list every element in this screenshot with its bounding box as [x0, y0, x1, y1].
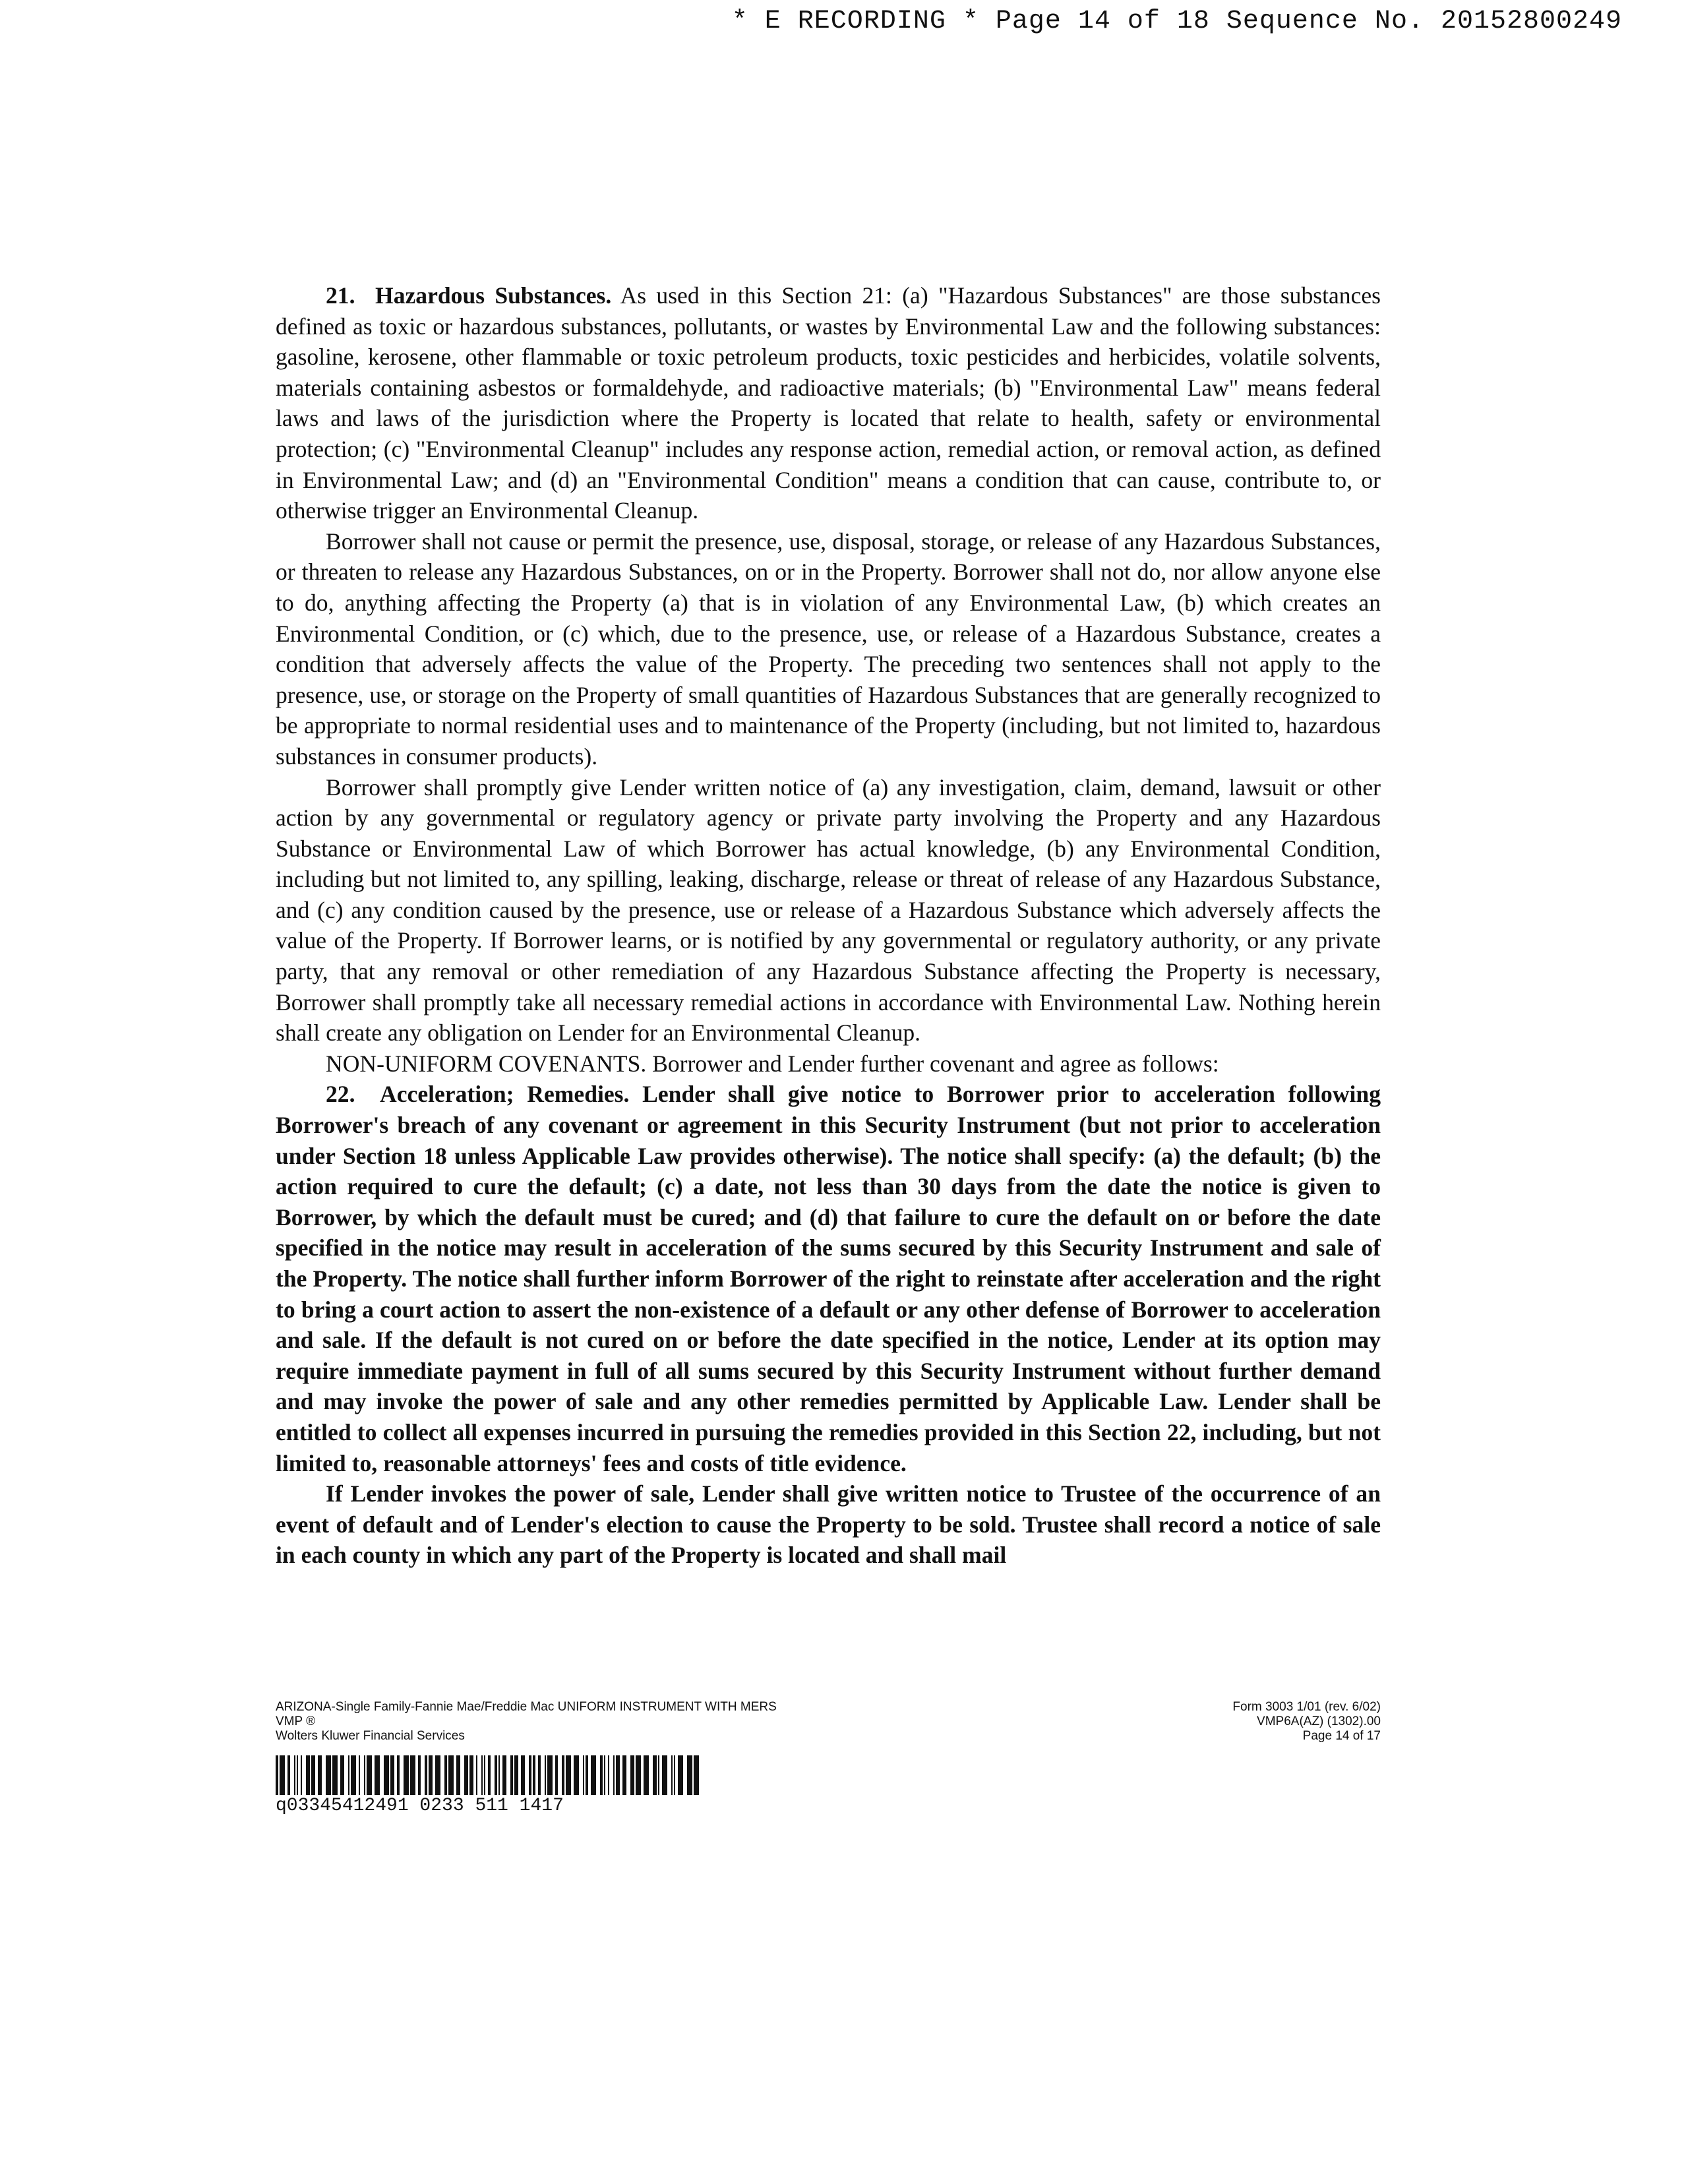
barcode-bar	[630, 1755, 634, 1795]
barcode-bar	[456, 1755, 460, 1795]
barcode-bar	[613, 1755, 615, 1795]
barcode-bar	[538, 1755, 541, 1795]
section-21-paragraph-3: Borrower shall promptly give Lender written notice of (a) any investigation, claim, demand, lawsuit or other action by any governmental or regulatory agency or private party involving the Property and any Hazardous Substance or Environmental Law of which Borrower has actual knowledge, (b) any Environmental Condition, including but not limited to, any spilling, leaking, discharge, release or threat of release of any Hazardous Substance, and (c) any condition caused by the presence, use or release of a Hazardous Substance which adversely affects the value of the Property. If Borrower learns, or is notified by any governmental or regulatory authority, or any private party, that any removal or other remediation of any Hazardous Substance affecting the Property is necessary, Borrower shall promptly take all necessary remedial actions in accordance with Environmental Law. Nothing herein shall create any obligation on Lender for an Environmental Cleanup.	[276, 774, 1381, 1046]
barcode-bar	[469, 1755, 473, 1795]
barcode-bar	[533, 1755, 535, 1795]
barcode-bar	[674, 1755, 675, 1795]
barcode-bar	[301, 1755, 302, 1795]
footer-form-number	[1232, 1700, 1381, 1744]
barcode-bar	[418, 1755, 421, 1795]
barcode-bar	[410, 1755, 415, 1795]
barcode-bar	[694, 1755, 699, 1795]
barcode-bar	[390, 1755, 394, 1795]
barcode-bar	[311, 1755, 315, 1795]
section-22-text: Lender shall give notice to Borrower prior to acceleration following Borrower's breach of any covenant or agreement in this Security Instrument (but not prior to acceleration under Section 18 unless Applicable Law provides otherwise). The notice shall specify: (a) the default; (b) the action required to cure the default; (c) a date, not less than 30 days from the date the notice is given to Borrower, by which the default must be cured; and (d) that failure to cure the default on or before the date specified in the notice may result in acceleration of the sums secured by this Security Instrument and sale of the Property. The notice shall further inform Borrower of the right to reinstate after acceleration and the right to bring a court action to assert the non-existence of a default or any other defense of Borrower to acceleration and sale. If the default is not cured on or before the date specified in the notice, Lender at its option may require immediate payment in full of all sums secured by this Security Instrument without further demand and may invoke the power of sale and any other remedies permitted by Applicable Law. Lender shall be entitled to collect all expenses incurred in pursuing the remedies provided in this Section 22, including, but not limited to, reasonable attorneys' fees and costs of title evidence.	[276, 1081, 1381, 1476]
barcode-bar	[375, 1755, 380, 1795]
barcode-bar	[359, 1755, 360, 1795]
barcode-bar	[658, 1755, 659, 1795]
barcode-bar	[562, 1755, 564, 1795]
section-21-heading: Hazardous Substances.	[375, 282, 612, 309]
footer-page-number: Page 14 of 17	[1302, 1729, 1381, 1743]
section-22-paragraph-2: If Lender invokes the power of sale, Lender shall give written notice to Trustee of the occurrence of an event of default and of Lender's election to cause the Property to be sold. Trustee shall record a notice of sale in each county in which any part of the Property is located and shall mail	[276, 1480, 1381, 1569]
barcode-bar	[464, 1755, 468, 1795]
non-uniform-covenants: NON-UNIFORM COVENANTS. Borrower and Lender further covenant and agree as follows:	[326, 1050, 1219, 1077]
barcode-bar	[397, 1755, 400, 1795]
barcode-bar	[429, 1755, 433, 1795]
section-21-paragraph-2: Borrower shall not cause or permit the presence, use, disposal, storage, or release of any Hazardous Substances, or threaten to release any Hazardous Substances, on or in the Property. Borrower shall not do, nor allow anyone else to do, anything affecting the Property (a) that is in violation of any Environmental Law, (b) which creates an Environmental Condition, or (c) which, due to the presence, use, or release of a Hazardous Substance, creates a condition that adversely affects the value of the Property. The preceding two sentences shall not apply to the presence, use, or storage on the Property of small quantities of Hazardous Substances that are generally recognized to be appropriate to normal residential uses and to maintenance of the Property (including, but not limited to, hazardous substances in consumer products).	[276, 528, 1381, 770]
barcode-bar	[574, 1755, 579, 1795]
barcode-bar	[608, 1755, 609, 1795]
barcode-bar	[498, 1755, 500, 1795]
barcode-bar	[340, 1755, 344, 1795]
barcode-bar	[687, 1755, 692, 1795]
barcode-bar	[600, 1755, 603, 1795]
section-22-heading: Acceleration; Remedies.	[380, 1081, 630, 1108]
barcode-bar	[481, 1755, 483, 1795]
footer-form-info	[276, 1700, 777, 1744]
section-22-paragraph	[276, 1079, 1381, 1478]
barcode-bar	[545, 1755, 546, 1795]
barcode-bar	[529, 1755, 531, 1795]
barcode-bar	[671, 1755, 673, 1795]
barcode-bar	[435, 1755, 440, 1795]
barcode-bar	[280, 1755, 285, 1795]
barcode-bar	[384, 1755, 389, 1795]
barcode-bar	[591, 1755, 596, 1795]
barcode-bar	[521, 1755, 525, 1795]
barcode-bar	[622, 1755, 626, 1795]
barcode-bar	[488, 1755, 491, 1795]
barcode-bar	[636, 1755, 641, 1795]
barcode-bar	[514, 1755, 518, 1795]
footer-publisher: Wolters Kluwer Financial Services	[276, 1729, 465, 1743]
barcode-bar	[367, 1755, 372, 1795]
section-21-number: 21.	[326, 282, 355, 309]
footer-instrument-title: ARIZONA-Single Family-Fannie Mae/Freddie Mac UNIFORM INSTRUMENT WITH MERS	[276, 1700, 777, 1714]
barcode-bars	[276, 1755, 704, 1795]
barcode-bar	[287, 1755, 290, 1795]
barcode-bar	[404, 1755, 409, 1795]
barcode-bar	[662, 1755, 667, 1795]
barcode-bar	[583, 1755, 584, 1795]
barcode-bar	[448, 1755, 454, 1795]
recording-header: * E RECORDING * Page 14 of 18 Sequence No. 20152800249	[731, 7, 1622, 36]
section-21-paragraph	[276, 280, 1381, 526]
barcode-bar	[604, 1755, 605, 1795]
barcode-bar	[476, 1755, 477, 1795]
barcode-bar	[297, 1755, 298, 1795]
footer-form-code: VMP6A(AZ) (1302).00	[1257, 1714, 1381, 1728]
barcode-bar	[425, 1755, 427, 1795]
barcode-bar	[566, 1755, 571, 1795]
barcode	[276, 1755, 704, 1816]
section-22-number: 22.	[326, 1081, 355, 1108]
barcode-bar	[444, 1755, 447, 1795]
document-body	[276, 280, 1381, 1571]
footer-form: Form 3003 1/01 (rev. 6/02)	[1232, 1700, 1381, 1714]
barcode-bar	[644, 1755, 649, 1795]
barcode-bar	[318, 1755, 322, 1795]
barcode-bar	[502, 1755, 506, 1795]
barcode-bar	[276, 1755, 278, 1795]
barcode-bar	[547, 1755, 553, 1795]
barcode-bar	[653, 1755, 657, 1795]
barcode-bar	[555, 1755, 558, 1795]
section-21-text: As used in this Section 21: (a) "Hazardous Substances" are those substances defined as toxic or hazardous substances, pollutants, or wastes by Environmental Law and the following substances: gasoline, kerosene, other flammable or toxic petroleum products, toxic pesticides and herbicides, volatile solvents, materials containing asbestos or formaldehyde, and radioactive materials; (b) "Environmental Law" means federal laws and laws of the jurisdiction where the Property is located that relate to health, safety or environmental protection; (c) "Environmental Cleanup" includes any response action, remedial action, or removal action, as defined in Environmental Law; and (d) an "Environmental Condition" means a condition that can cause, contribute to, or otherwise trigger an Environmental Cleanup.	[276, 282, 1381, 524]
barcode-bar	[294, 1755, 295, 1795]
barcode-bar	[484, 1755, 485, 1795]
barcode-number: q03345412491 0233 511 1417	[276, 1796, 564, 1816]
barcode-bar	[364, 1755, 365, 1795]
barcode-bar	[616, 1755, 620, 1795]
barcode-bar	[306, 1755, 310, 1795]
barcode-bar	[495, 1755, 497, 1795]
barcode-bar	[678, 1755, 683, 1795]
barcode-bar	[348, 1755, 349, 1795]
barcode-bar	[510, 1755, 513, 1795]
footer-vmp: VMP ®	[276, 1714, 316, 1728]
barcode-bar	[351, 1755, 356, 1795]
barcode-bar	[332, 1755, 338, 1795]
barcode-bar	[586, 1755, 588, 1795]
barcode-bar	[326, 1755, 331, 1795]
